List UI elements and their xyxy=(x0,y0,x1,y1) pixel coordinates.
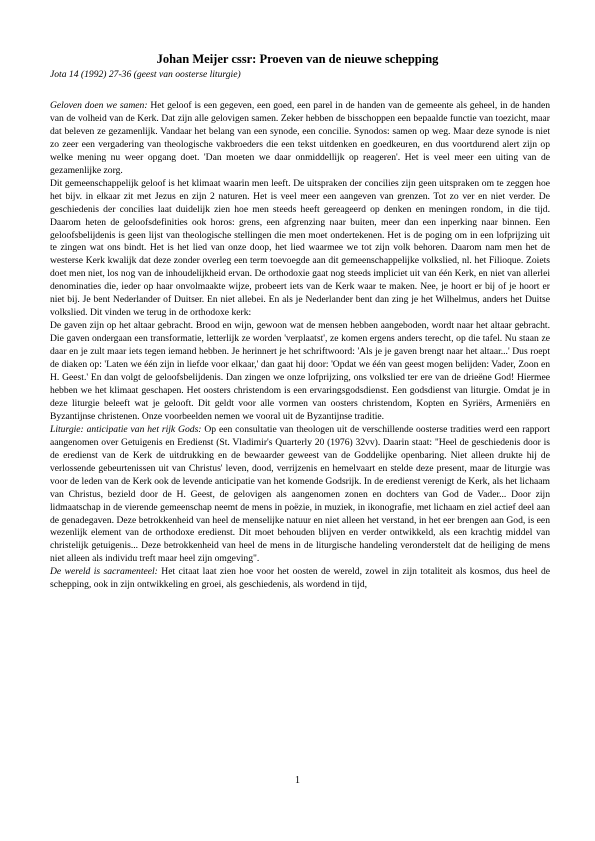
paragraph-text: Het citaat laat zien hoe voor het oosten de wereld, zowel in zijn totaliteit als kosmos, dus heel de schepping, ook in zijn ontwikkeling en groei, als geschiedenis, als wordend in tijd, xyxy=(50,566,550,591)
paragraph-gaven-altaar xyxy=(50,320,550,424)
paragraph-text: Het geloof is een gegeven, een goed, een parel in de handen van de gemeente als geheel, in de handen van de volheid van de Kerk. Dat zijn alle gelovigen samen. Zeker hebben de bisschoppen een bepaalde functie van toezicht, maar dat beleven ze gezamenlijk. Vandaar het belang van een synode, een concilie. Synodos: samen op weg. Maar deze synode is niet zo zeer een vergadering van theologische vakbroeders die een tekst uitdenken en goedkeuren, en dus voortdurend alert zijn op welke mening nu weer opgang doet. 'Dan moeten we daar onmiddellijk op reageren'. Het is veel meer een uiting van de gezamenlijke zorg. xyxy=(50,100,550,176)
paragraph-wereld-sacramenteel xyxy=(50,566,550,592)
paragraph-liturgie-anticipatie xyxy=(50,424,550,566)
paragraph-lead: Liturgie: anticipatie van het rijk Gods: xyxy=(50,423,202,435)
paragraph-text: Dit gemeenschappelijk geloof is het klimaat waarin men leeft. De uitspraken der concilies zijn geen uitspraken om te zeggen hoe het bijv. in elkaar zit met Jezus en zijn 2 naturen. Het is veel meer een aangeven van grenzen. Tot zo ver en niet verder. De geschiedenis der concilies laat duidelijk zien hoe men steeds heeft gereageerd op denken en meningen rondom, in die tijd. Daarom heten de geloofsdefinities ook horos: grens, een afgrenzing naar buiten, meer dan een inperking naar binnen. Een geloofsbelijdenis is geen lijst van theologische stellingen die men moet ondertekenen. Het is de poging om in een lofprijzing uit te zingen wat ons bindt. Het is het lied van onze doop, het lied waarmee we tot zijn volk behoren. Daarom nam men het de westerse Kerk kwalijk dat deze zonder overleg een term toevoegde aan dit gemeenschappelijke volkslied, nl. het Filioque. Zoiets doet men niet, los nog van de inhoudelijkheid ervan. De orthodoxie gaat nog steeds impliciet uit van één Kerk, en niet van allerlei denominaties die, ieder op haar onvolmaakte wijze, probeert iets van de Kerk waar te maken. Nee, je hoort er bij of je hoort er niet bij. Je bent Nederlander of Duitser. En niet allebei. En als je Nederlander bent dan zing je het Wilhelmus, anders het Duitse volkslied. Dit vinden we terug in de orthodoxe kerk: xyxy=(50,177,550,319)
paragraph-lead: Geloven doen we samen: xyxy=(50,100,148,111)
paragraph-text: De gaven zijn op het altaar gebracht. Brood en wijn, gewoon wat de mensen hebben aangeboden, wordt naar het altaar gebracht. Die gaven ondergaan een transformatie, letterlijk ze worden 'verplaatst', ze komen ergens anders terecht, op die tafel. Nu staan ze daar en je zult maar iets tegen iemand hebben. Je herinnert je het schriftwoord: 'Als je je gaven brengt naar het altaar...' Dus roept de diaken op: 'Laten we één zijn in liefde voor elkaar,' dan gaat hij door: 'Opdat we één van geest mogen belijden: Vader, Zoon en H. Geest.' En dan volgt de geloofsbelijdenis. Dan zingen we onze lofprijzing, ons volkslied ter ere van de drieëne God! Hiermee hebben we het klimaat geschapen. Het oosters christendom is een ervaringsgodsdienst. Een godsdienst van liturgie. Omdat je in deze liturgie beleeft wat je gelooft. Dit geldt voor alle vormen van oosters christendom, Kopten en Syriërs, Armeniërs en Byzantijnse christenen. Onze voorbeelden nemen we vooral uit de Byzantijnse traditie. xyxy=(50,320,550,422)
paragraph-text: Op een consultatie van theologen uit de verschillende oosterse tradities werd een rapport aangenomen over Getuigenis en Eredienst (St. Vladimir's Quarterly 20 (1976) 32vv). Daarin staat: "Heel de geschiedenis door is de eredienst van de Kerk de uitdrukking en de bewaarder geweest van de Goddelijke openbaring. Niet alleen drukte hij de verlossende gebeurtenissen uit van Christus' leven, dood, verrijzenis en hemelvaart en stelde deze present, maar de liturgie was voor de leden van de Kerk ook de levende anticipatie van het komende Godsrijk. In de eredienst verenigt de Kerk, als het lichaam van Christus, bezield door de H. Geest, de gelovigen als aangenomen zonen en dochters van God de Vader... Door zijn lidmaatschap in de vierende gemeenschap neemt de mens in poëzie, in muziek, in ikonografie, met lichaam en ziel actief deel aan de genadegaven. Deze betrokkenheid van heel de menselijke natuur en niet alleen het verstand, in het eer brengen aan God, is een wezenlijk element van de orthodoxe eredienst. Dit moet behouden blijven en verder ontwikkeld, als een krachtig middel van christelijk getuigenis... Deze betrokkenheid van heel de mens in de liturgische handeling veronderstelt dat de heiliging de mens niet alleen als individu treft maar heel zijn omgeving". xyxy=(50,423,550,565)
document-subtitle: Jota 14 (1992) 27-36 (geest van oosterse liturgie) xyxy=(50,69,241,80)
document-title: Johan Meijer cssr: Proeven van de nieuwe schepping xyxy=(156,52,439,66)
paragraph-lead: De wereld is sacramenteel: xyxy=(50,566,158,578)
document-body xyxy=(50,100,550,592)
page-number: 1 xyxy=(295,775,300,786)
paragraph-geloven-samen xyxy=(50,100,550,178)
paragraph-gemeenschappelijk-geloof xyxy=(50,178,550,320)
